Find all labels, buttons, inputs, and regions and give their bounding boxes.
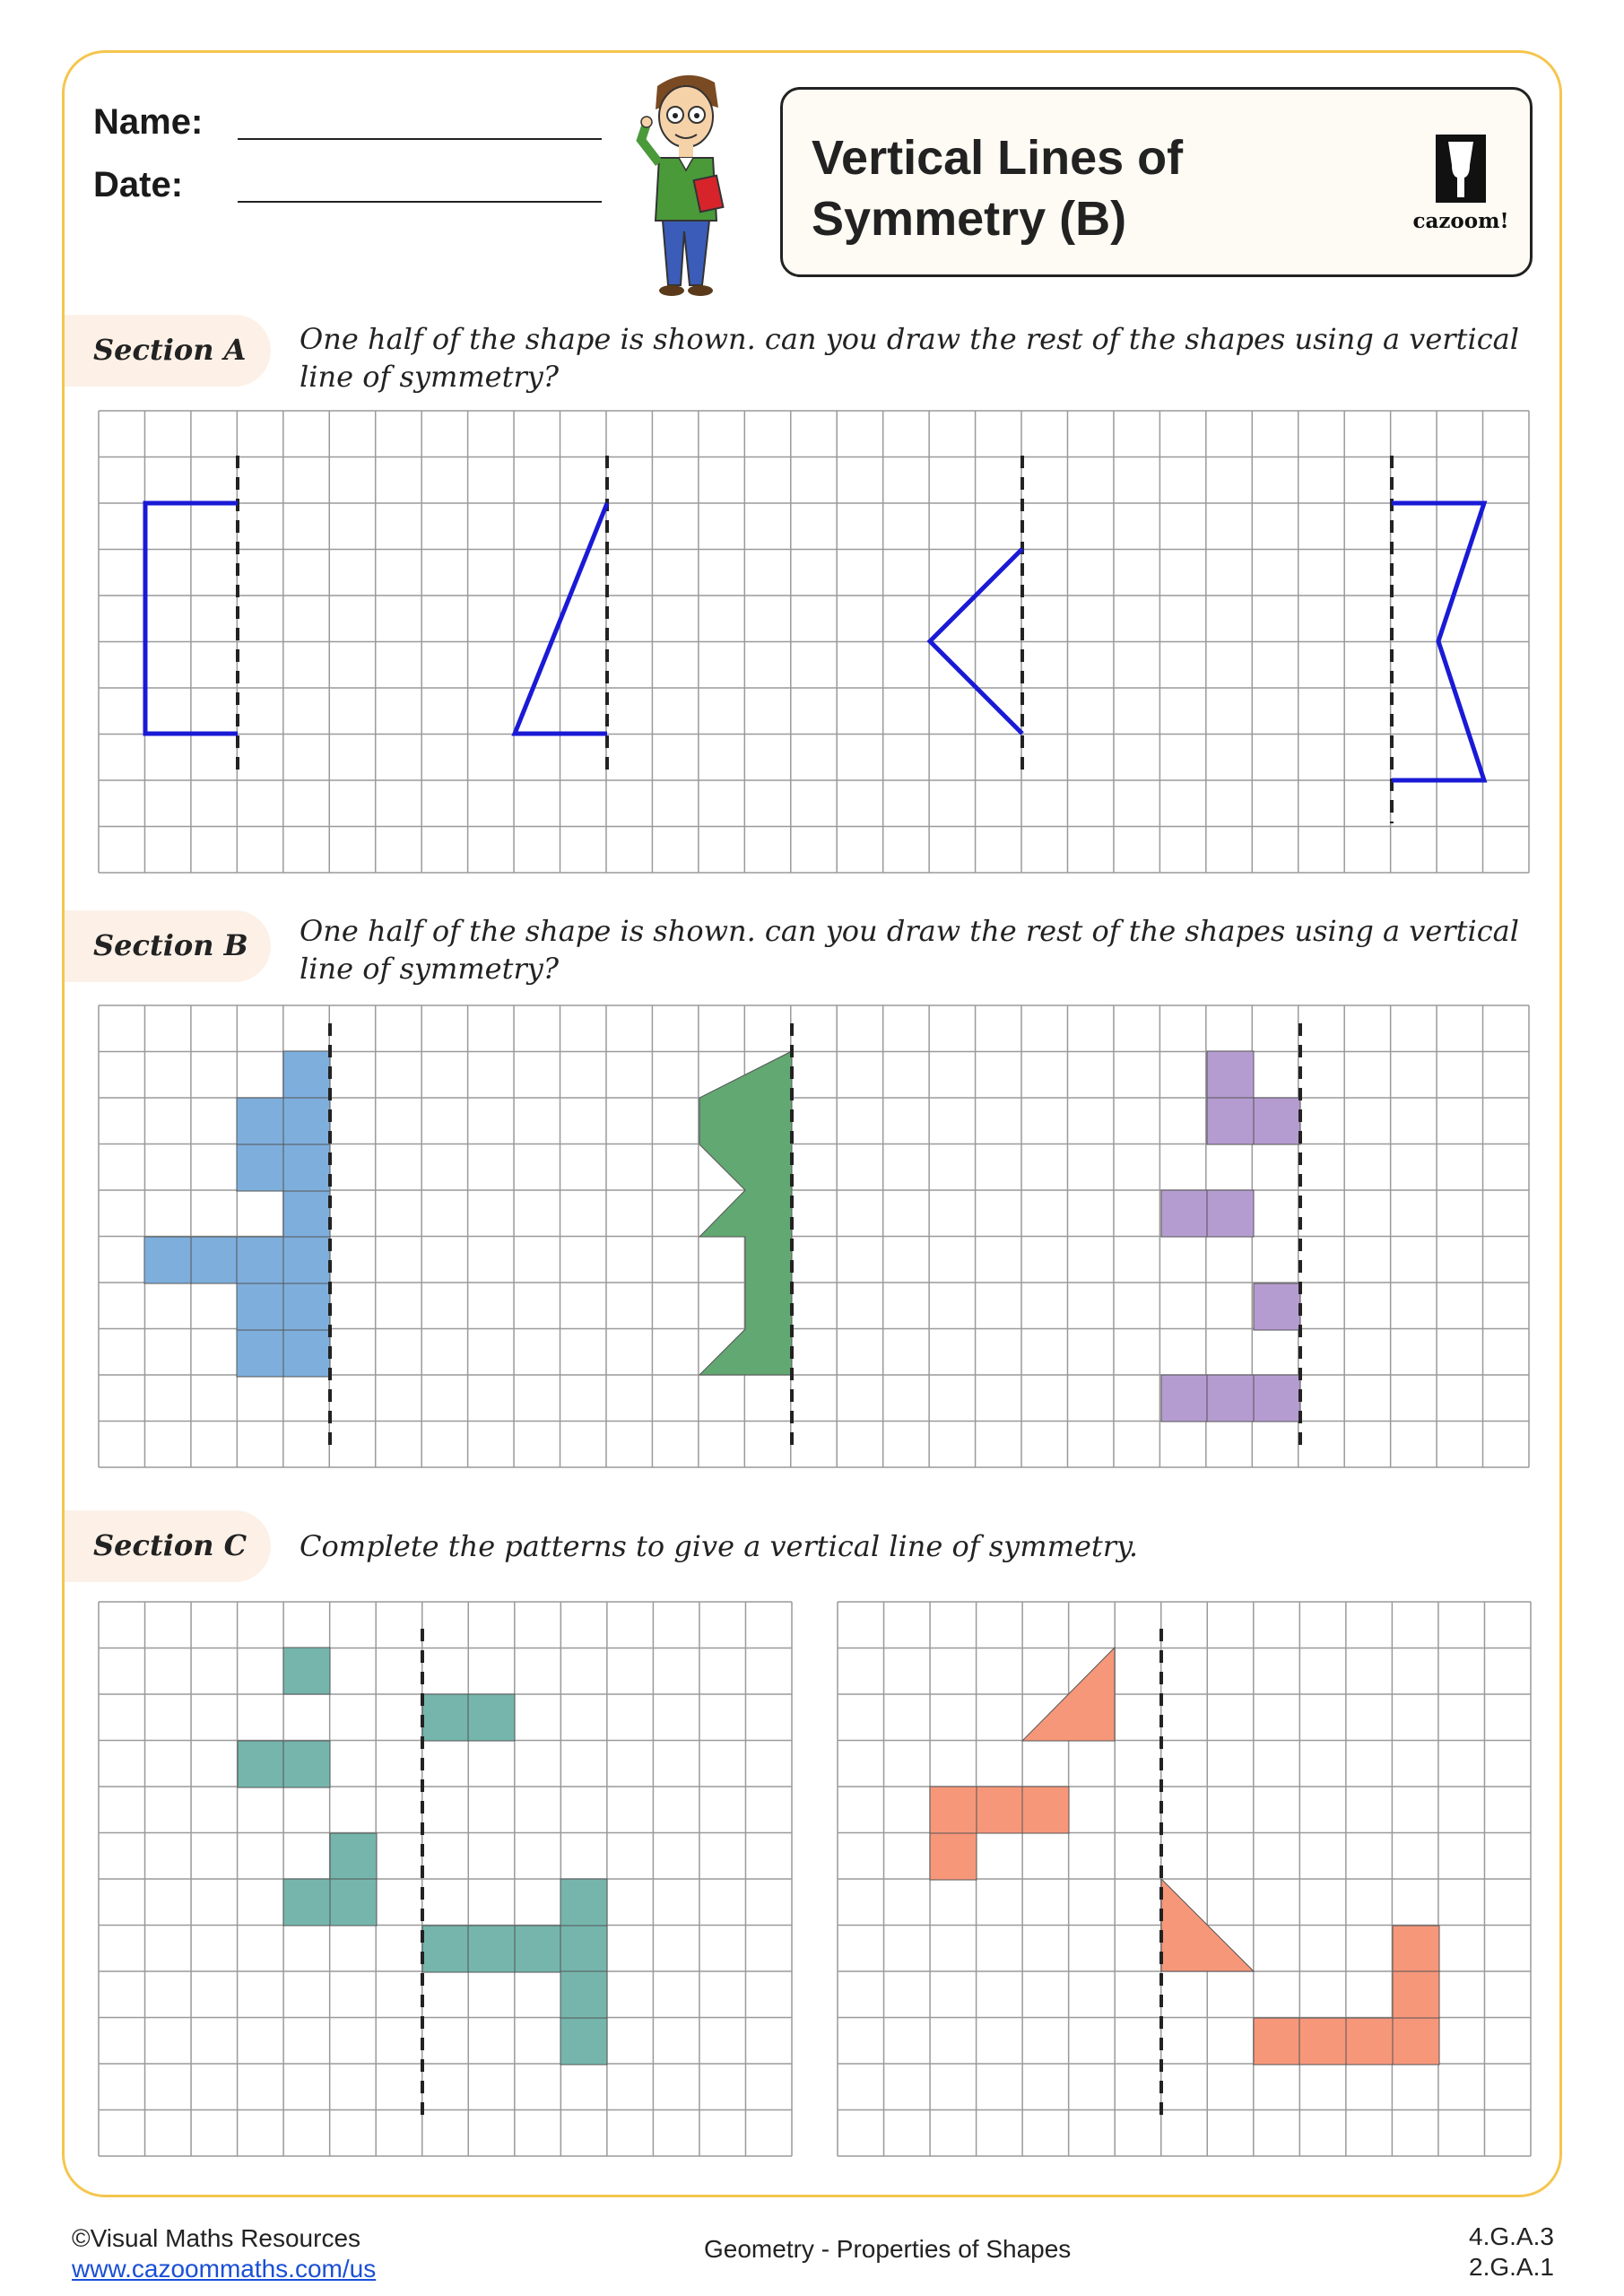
section-b-tab bbox=[65, 910, 271, 982]
section-a-shape-2 bbox=[515, 503, 607, 734]
name-label: Name: bbox=[93, 102, 204, 142]
cazoom-logo bbox=[1411, 133, 1510, 231]
section-c-tab bbox=[65, 1510, 271, 1582]
footer-url-link[interactable]: www.cazoommaths.com/us bbox=[72, 2255, 377, 2283]
title-line-1: Vertical Lines of bbox=[812, 131, 1184, 185]
gridlines bbox=[99, 411, 1529, 873]
date-label: Date: bbox=[93, 165, 184, 204]
footer-standard-2: 2.G.A.1 bbox=[1469, 2253, 1554, 2281]
section-c-pattern-orange bbox=[930, 1648, 1439, 2065]
title-line-2: Symmetry (B) bbox=[812, 192, 1127, 246]
section-c-instruction: Complete the patterns to give a vertical line of symmetry. bbox=[300, 1529, 1139, 1563]
section-b-shape-green bbox=[699, 1051, 792, 1375]
footer-copyright: ©Visual Maths Resources bbox=[72, 2224, 361, 2252]
section-c-grid-right[interactable] bbox=[838, 1602, 1531, 2156]
worksheet-title bbox=[812, 127, 1314, 249]
section-b-grid[interactable] bbox=[99, 1005, 1529, 1467]
teacher-illustration bbox=[632, 70, 740, 305]
section-c-label: Section C bbox=[93, 1528, 248, 1562]
cazoom-logo-icon bbox=[1434, 133, 1488, 204]
section-a-label: Section A bbox=[93, 333, 247, 367]
footer-topic: Geometry - Properties of Shapes bbox=[704, 2235, 1072, 2263]
gridlines bbox=[99, 1602, 792, 2156]
date-field[interactable] bbox=[238, 201, 602, 203]
title-box bbox=[780, 87, 1533, 277]
logo-text: cazoom! bbox=[1412, 209, 1509, 233]
section-a-grid[interactable] bbox=[99, 411, 1529, 873]
section-a-instruction: One half of the shape is shown. can you draw the rest of the shapes using a vertical line of symmetry? bbox=[300, 322, 1519, 394]
name-field[interactable] bbox=[238, 138, 602, 140]
footer-standard-1: 4.G.A.3 bbox=[1469, 2222, 1554, 2250]
section-b-label: Section B bbox=[93, 928, 248, 962]
section-c-grid-left[interactable] bbox=[99, 1602, 792, 2156]
section-a-tab bbox=[65, 315, 271, 387]
section-b-instruction: One half of the shape is shown. can you draw the rest of the shapes using a vertical line of symmetry? bbox=[300, 914, 1519, 986]
